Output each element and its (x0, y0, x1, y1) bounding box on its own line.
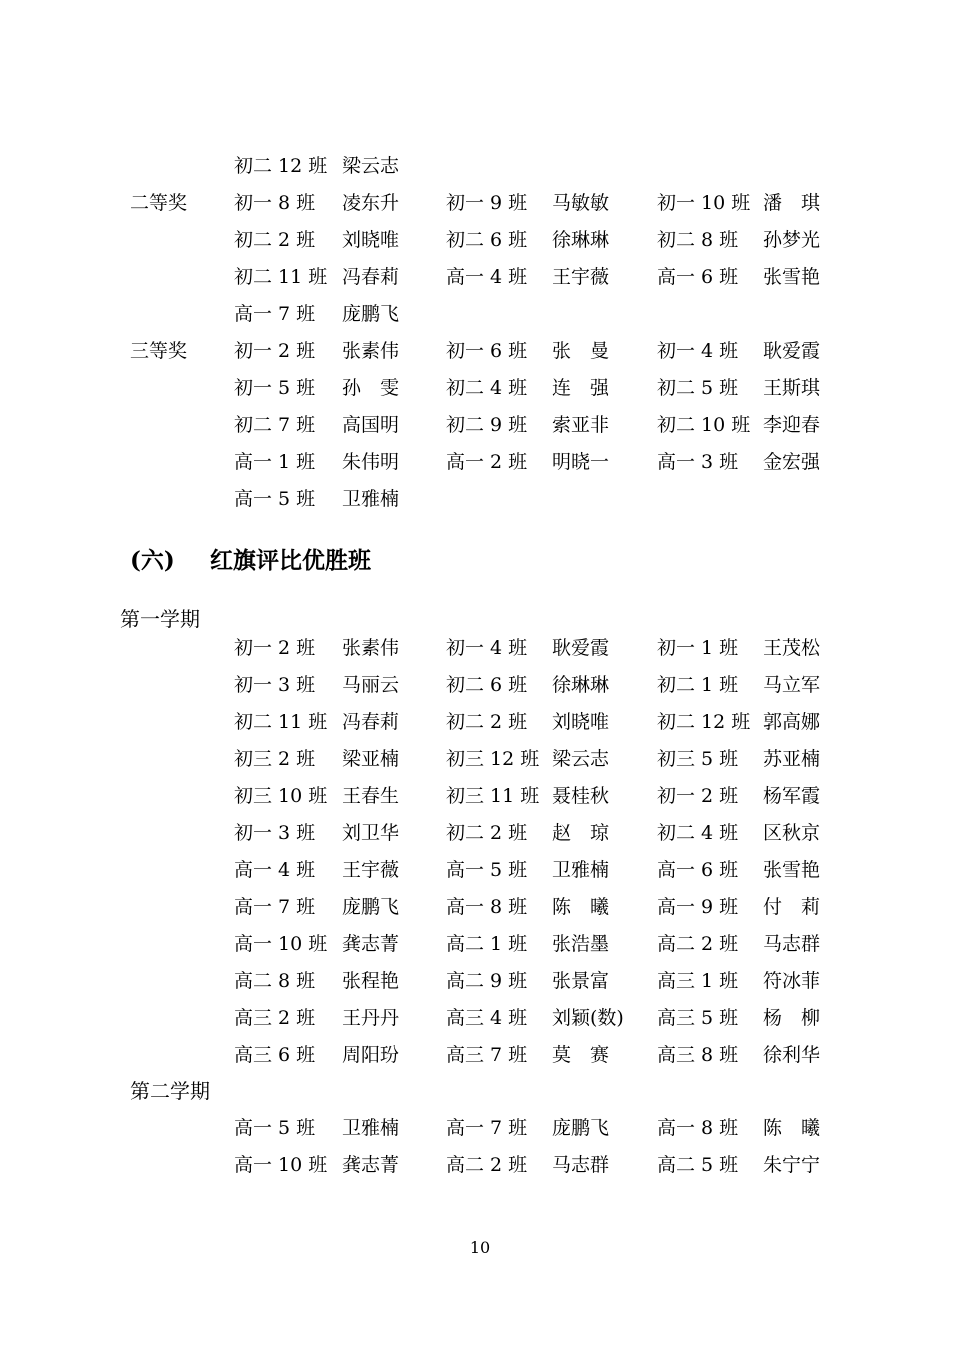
class-name: 初一 3 班 (234, 674, 316, 696)
teacher-name: 卫雅楠 (342, 488, 400, 510)
teacher-name: 龚志菁 (342, 1154, 400, 1176)
teacher-name: 张雪艳 (763, 266, 821, 288)
list-row (0, 855, 960, 885)
teacher-name: 高国明 (342, 414, 400, 436)
class-name: 初三 5 班 (657, 748, 739, 770)
list-row (0, 707, 960, 737)
class-name: 高二 8 班 (234, 970, 316, 992)
class-name: 高一 10 班 (234, 933, 328, 955)
class-name: 初二 2 班 (446, 711, 528, 733)
teacher-name: 王茂松 (763, 637, 821, 659)
teacher-name: 耿爱霞 (763, 340, 821, 362)
teacher-name: 苏亚楠 (763, 748, 821, 770)
list-row (0, 1040, 960, 1070)
teacher-name: 冯春莉 (342, 266, 400, 288)
teacher-name: 庞鹏飞 (342, 303, 400, 325)
section-title: 红旗评比优胜班 (210, 547, 371, 574)
teacher-name: 刘卫华 (342, 822, 400, 844)
teacher-name: 区秋京 (763, 822, 821, 844)
class-name: 高一 8 班 (446, 896, 528, 918)
list-row (0, 336, 960, 366)
teacher-name: 赵 琼 (552, 822, 610, 844)
class-name: 高三 7 班 (446, 1044, 528, 1066)
list-row (0, 1003, 960, 1033)
list-row (0, 151, 960, 181)
teacher-name: 王丹丹 (342, 1007, 400, 1029)
class-name: 高一 7 班 (234, 896, 316, 918)
class-name: 高一 5 班 (446, 859, 528, 881)
teacher-name: 张浩墨 (552, 933, 610, 955)
class-name: 初二 12 班 (234, 155, 328, 177)
teacher-name: 张雪艳 (763, 859, 821, 881)
list-row (0, 670, 960, 700)
list-row (0, 188, 960, 218)
class-name: 初二 6 班 (446, 674, 528, 696)
teacher-name: 张素伟 (342, 340, 400, 362)
class-name: 高三 1 班 (657, 970, 739, 992)
teacher-name: 耿爱霞 (552, 637, 610, 659)
class-name: 初一 3 班 (234, 822, 316, 844)
teacher-name: 陈 曦 (552, 896, 610, 918)
teacher-name: 潘 琪 (763, 192, 821, 214)
class-name: 初二 9 班 (446, 414, 528, 436)
class-name: 初三 10 班 (234, 785, 328, 807)
class-name: 高二 5 班 (657, 1154, 739, 1176)
teacher-name: 孙 雯 (342, 377, 400, 399)
page-number: 10 (469, 1238, 491, 1257)
teacher-name: 梁云志 (552, 748, 610, 770)
class-name: 高二 1 班 (446, 933, 528, 955)
semester-2-title: 第二学期 (130, 1079, 210, 1103)
class-name: 高一 3 班 (657, 451, 739, 473)
class-name: 初一 2 班 (234, 340, 316, 362)
class-name: 高一 8 班 (657, 1117, 739, 1139)
class-name: 高一 7 班 (234, 303, 316, 325)
teacher-name: 卫雅楠 (342, 1117, 400, 1139)
semester-1-title: 第一学期 (120, 607, 200, 631)
teacher-name: 张 曼 (552, 340, 610, 362)
list-row (0, 225, 960, 255)
teacher-name: 周阳玢 (342, 1044, 400, 1066)
teacher-name: 梁云志 (342, 155, 400, 177)
class-name: 初二 1 班 (657, 674, 739, 696)
list-row (0, 929, 960, 959)
teacher-name: 张程艳 (342, 970, 400, 992)
class-name: 初二 4 班 (446, 377, 528, 399)
class-name: 初二 2 班 (446, 822, 528, 844)
class-name: 高一 6 班 (657, 859, 739, 881)
teacher-name: 连 强 (552, 377, 610, 399)
class-name: 初一 2 班 (234, 637, 316, 659)
award-level-label: 二等奖 (130, 192, 188, 214)
teacher-name: 马丽云 (342, 674, 400, 696)
teacher-name: 庞鹏飞 (552, 1117, 610, 1139)
teacher-name: 张素伟 (342, 637, 400, 659)
teacher-name: 马志群 (763, 933, 821, 955)
class-name: 初二 10 班 (657, 414, 751, 436)
class-name: 初二 4 班 (657, 822, 739, 844)
class-name: 初一 4 班 (446, 637, 528, 659)
award-level-label: 三等奖 (130, 340, 188, 362)
teacher-name: 明晓一 (552, 451, 610, 473)
class-name: 初三 11 班 (446, 785, 540, 807)
list-row (0, 781, 960, 811)
class-name: 高二 9 班 (446, 970, 528, 992)
class-name: 初二 7 班 (234, 414, 316, 436)
teacher-name: 刘晓唯 (552, 711, 610, 733)
class-name: 初三 2 班 (234, 748, 316, 770)
list-row (0, 410, 960, 440)
list-row (0, 1150, 960, 1180)
class-name: 初三 12 班 (446, 748, 540, 770)
teacher-name: 朱宁宁 (763, 1154, 821, 1176)
list-row (0, 262, 960, 292)
class-name: 高一 9 班 (657, 896, 739, 918)
teacher-name: 庞鹏飞 (342, 896, 400, 918)
teacher-name: 徐琳琳 (552, 674, 610, 696)
class-name: 高一 4 班 (234, 859, 316, 881)
list-row (0, 633, 960, 663)
teacher-name: 符冰菲 (763, 970, 821, 992)
teacher-name: 王宇薇 (342, 859, 400, 881)
class-name: 高一 7 班 (446, 1117, 528, 1139)
teacher-name: 刘晓唯 (342, 229, 400, 251)
class-name: 高一 4 班 (446, 266, 528, 288)
class-name: 初二 12 班 (657, 711, 751, 733)
teacher-name: 刘颖(数) (552, 1007, 624, 1029)
teacher-name: 马志群 (552, 1154, 610, 1176)
class-name: 初二 11 班 (234, 266, 328, 288)
teacher-name: 龚志菁 (342, 933, 400, 955)
teacher-name: 凌东升 (342, 192, 400, 214)
teacher-name: 李迎春 (763, 414, 821, 436)
class-name: 高一 1 班 (234, 451, 316, 473)
class-name: 高一 5 班 (234, 1117, 316, 1139)
teacher-name: 王斯琪 (763, 377, 821, 399)
teacher-name: 杨 柳 (763, 1007, 821, 1029)
class-name: 高一 2 班 (446, 451, 528, 473)
section-heading (130, 544, 371, 578)
class-name: 高一 10 班 (234, 1154, 328, 1176)
list-row (0, 1113, 960, 1143)
class-name: 高三 6 班 (234, 1044, 316, 1066)
class-name: 初一 9 班 (446, 192, 528, 214)
class-name: 初一 2 班 (657, 785, 739, 807)
class-name: 初一 6 班 (446, 340, 528, 362)
section-number: (六) (130, 547, 175, 574)
class-name: 高三 5 班 (657, 1007, 739, 1029)
class-name: 初一 1 班 (657, 637, 739, 659)
teacher-name: 冯春莉 (342, 711, 400, 733)
class-name: 高二 2 班 (657, 933, 739, 955)
teacher-name: 陈 曦 (763, 1117, 821, 1139)
teacher-name: 徐利华 (763, 1044, 821, 1066)
teacher-name: 朱伟明 (342, 451, 400, 473)
class-name: 初二 8 班 (657, 229, 739, 251)
list-row (0, 966, 960, 996)
class-name: 高一 6 班 (657, 266, 739, 288)
teacher-name: 郭高娜 (763, 711, 821, 733)
teacher-name: 张景富 (552, 970, 610, 992)
class-name: 高三 4 班 (446, 1007, 528, 1029)
class-name: 高三 8 班 (657, 1044, 739, 1066)
list-row (0, 373, 960, 403)
class-name: 高三 2 班 (234, 1007, 316, 1029)
class-name: 初二 6 班 (446, 229, 528, 251)
class-name: 高二 2 班 (446, 1154, 528, 1176)
teacher-name: 马立军 (763, 674, 821, 696)
teacher-name: 杨军霞 (763, 785, 821, 807)
teacher-name: 王春生 (342, 785, 400, 807)
class-name: 高一 5 班 (234, 488, 316, 510)
teacher-name: 梁亚楠 (342, 748, 400, 770)
class-name: 初一 4 班 (657, 340, 739, 362)
teacher-name: 孙梦光 (763, 229, 821, 251)
list-row (0, 818, 960, 848)
class-name: 初二 2 班 (234, 229, 316, 251)
teacher-name: 马敏敏 (552, 192, 610, 214)
list-row (0, 484, 960, 514)
teacher-name: 卫雅楠 (552, 859, 610, 881)
list-row (0, 892, 960, 922)
class-name: 初二 5 班 (657, 377, 739, 399)
teacher-name: 徐琳琳 (552, 229, 610, 251)
teacher-name: 王宇薇 (552, 266, 610, 288)
teacher-name: 聂桂秋 (552, 785, 610, 807)
list-row (0, 744, 960, 774)
class-name: 初二 11 班 (234, 711, 328, 733)
teacher-name: 金宏强 (763, 451, 821, 473)
list-row (0, 299, 960, 329)
class-name: 初一 8 班 (234, 192, 316, 214)
teacher-name: 索亚非 (552, 414, 610, 436)
teacher-name: 付 莉 (763, 896, 821, 918)
class-name: 初一 5 班 (234, 377, 316, 399)
teacher-name: 莫 赛 (552, 1044, 610, 1066)
list-row (0, 447, 960, 477)
class-name: 初一 10 班 (657, 192, 751, 214)
